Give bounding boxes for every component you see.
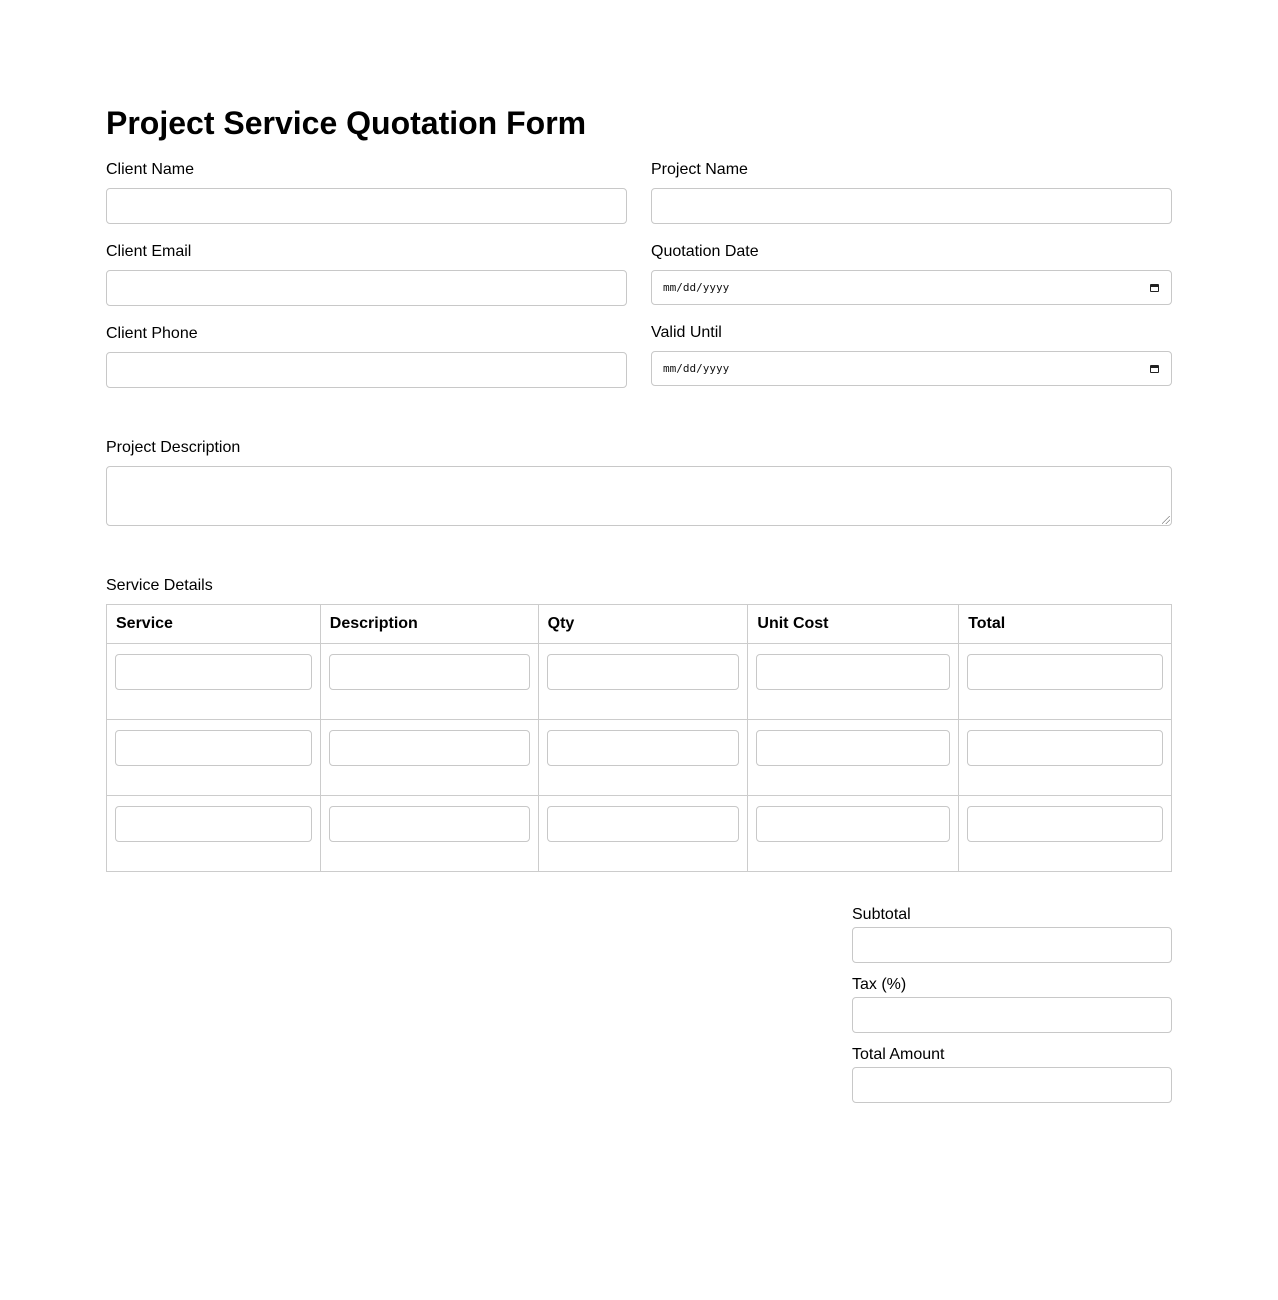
table-header-row [107,605,1172,644]
table-cell [107,796,321,872]
table-cell [748,796,959,872]
column-header-qty: Qty [538,605,748,644]
client-email-input[interactable] [106,270,627,306]
table-cell [538,720,748,796]
table-cell [538,644,748,720]
service-details-label: Service Details [106,577,213,594]
unit-cost-input[interactable] [756,806,950,842]
resize-grip-icon[interactable] [1162,516,1170,524]
qty-input[interactable] [547,730,740,766]
service-input[interactable] [115,730,312,766]
total-input[interactable] [967,806,1163,842]
page-title: Project Service Quotation Form [106,105,587,141]
project-name-input[interactable] [651,188,1172,224]
qty-input[interactable] [547,806,740,842]
tax-input[interactable] [852,997,1172,1033]
quotation-date-placeholder: mm/dd/yyyy [663,281,730,294]
client-name-input[interactable] [106,188,627,224]
table-cell [320,720,538,796]
table-cell [107,644,321,720]
valid-until-placeholder: mm/dd/yyyy [663,362,730,375]
description-input[interactable] [329,730,530,766]
description-input[interactable] [329,806,530,842]
column-header-total: Total [959,605,1172,644]
subtotal-label: Subtotal [852,906,911,923]
quotation-date-input[interactable] [651,270,1172,305]
table-cell [748,644,959,720]
column-header-unit-cost: Unit Cost [748,605,959,644]
project-name-label: Project Name [651,161,748,178]
table-cell [107,720,321,796]
unit-cost-input[interactable] [756,730,950,766]
table-cell [320,796,538,872]
subtotal-input[interactable] [852,927,1172,963]
client-phone-input[interactable] [106,352,627,388]
table-cell [959,644,1172,720]
description-input[interactable] [329,654,530,690]
table-row [107,720,1172,796]
total-amount-input[interactable] [852,1067,1172,1103]
table-cell [538,796,748,872]
unit-cost-input[interactable] [756,654,950,690]
column-header-description: Description [320,605,538,644]
service-details-table [106,604,1172,872]
valid-until-label: Valid Until [651,324,722,341]
tax-label: Tax (%) [852,976,907,993]
calendar-icon[interactable] [1150,284,1159,292]
table-cell [959,720,1172,796]
total-input[interactable] [967,654,1163,690]
project-description-wrapper [106,466,1172,526]
calendar-icon[interactable] [1150,365,1159,373]
total-input[interactable] [967,730,1163,766]
table-cell [748,720,959,796]
total-amount-label: Total Amount [852,1046,945,1063]
quotation-date-label: Quotation Date [651,243,759,260]
service-input[interactable] [115,806,312,842]
project-description-textarea[interactable] [106,466,1172,526]
client-phone-label: Client Phone [106,325,198,342]
qty-input[interactable] [547,654,740,690]
service-input[interactable] [115,654,312,690]
table-row [107,796,1172,872]
table-row [107,644,1172,720]
project-description-label: Project Description [106,439,241,456]
column-header-service: Service [107,605,321,644]
client-email-label: Client Email [106,243,192,260]
table-cell [959,796,1172,872]
table-cell [320,644,538,720]
client-name-label: Client Name [106,161,195,178]
valid-until-input[interactable] [651,351,1172,386]
